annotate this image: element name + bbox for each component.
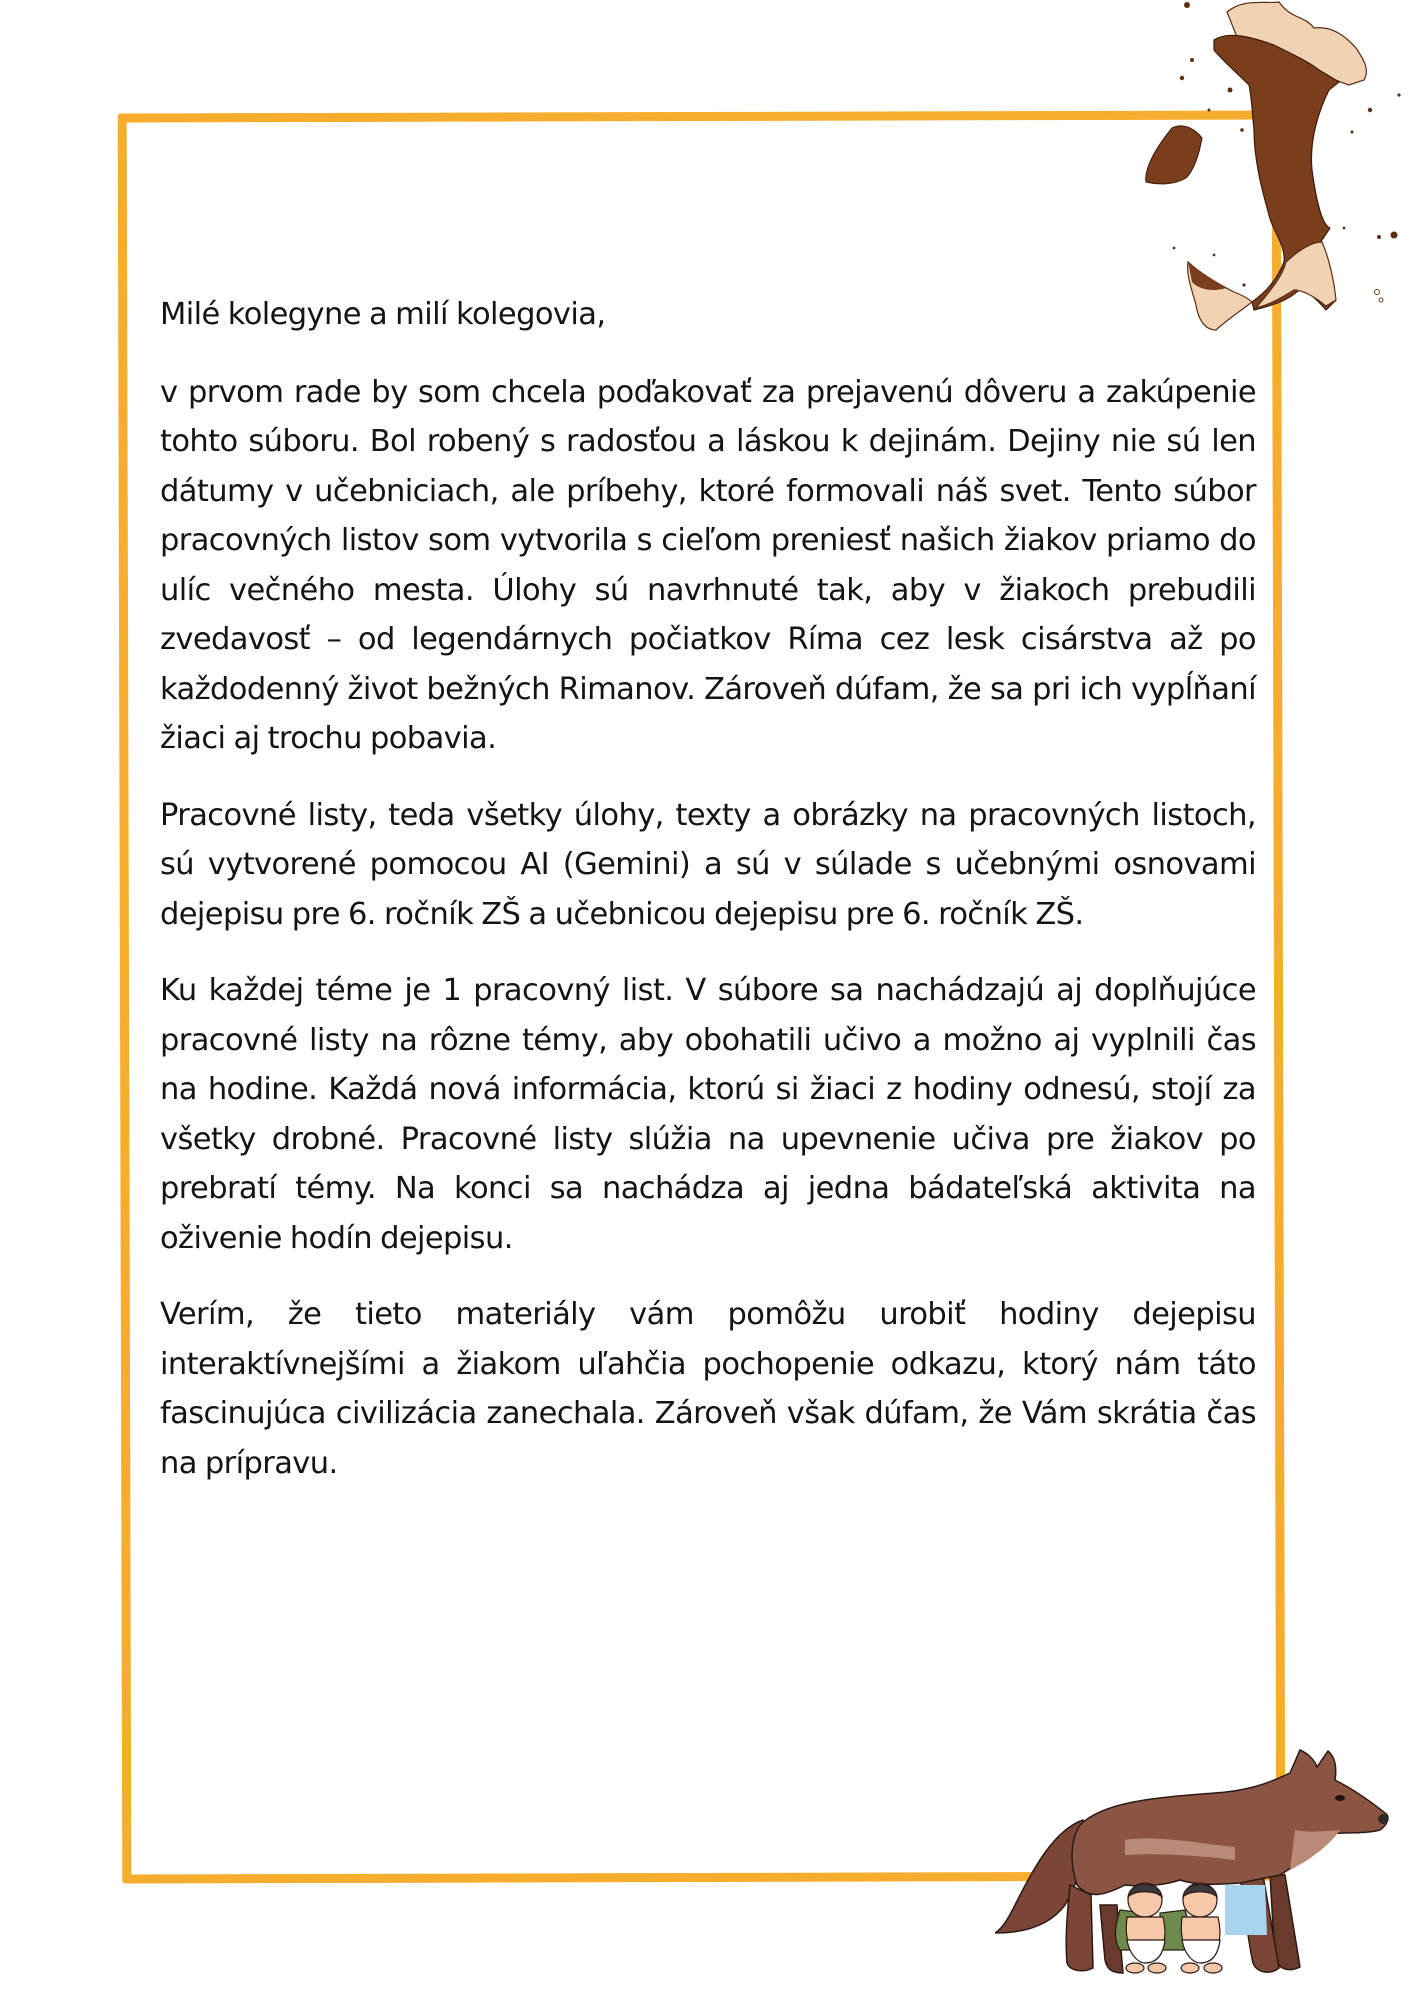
paragraph-intro: v prvom rade by som chcela poďakovať za prejavenú dôveru a zakúpenie tohto súboru. Bol robený s radosťou a láskou k dejinám. Dejiny nie sú len dátumy v učebniciach, ale príbehy, ktoré formovali náš svet. Tento súbor pracovných listov som vytvorila s cieľom preniesť našich žiakov priamo do ulíc večného mesta. Úlohy sú navrhnuté tak, aby v žiakoch prebudili zvedavosť – od legendárnych počiatkov Ríma cez lesk cisárstva až po každodenný život bežných Rimanov. Zároveň dúfam, že sa pri ich vypĺňaní žiaci aj trochu pobavia. [160,374,1256,756]
paragraph-ai-note: Pracovné listy, teda všetky úlohy, texty a obrázky na pracovných listoch, sú vytvorené pomocou AI (Gemini) a sú v súlade s učebnými osnovami dejepisu pre 6. ročník ZŠ a učebnicou dejepisu pre 6. ročník ZŠ. [160,797,1256,932]
greeting: Milé kolegyne a milí kolegovia, [160,297,606,332]
letter-body [160,290,1256,1515]
italy-map-coffee-stain-icon [1094,0,1414,360]
capitoline-wolf-with-twins-icon [995,1735,1414,2000]
paragraph-contents: Ku každej téme je 1 pracovný list. V súbore sa nachádzajú aj doplňujúce pracovné listy na rôzne témy, aby obohatili učivo a možno aj vyplnili čas na hodine. Každá nová informácia, ktorú si žiaci z hodiny odnesú, stojí za všetky drobné. Pracovné listy slúžia na upevnenie učiva pre žiakov po prebratí témy. Na konci sa nachádza aj jedna bádateľská aktivita na oživenie hodín dejepisu. [160,973,1256,1256]
paragraph-closing: Verím, že tieto materiály vám pomôžu urobiť hodiny dejepisu interaktívnejšími a žiakom uľahčia pochopenie odkazu, ktorý nám táto fascinujúca civilizácia zanechala. Zároveň však dúfam, že Vám skrátia čas na prípravu. [160,1297,1256,1481]
